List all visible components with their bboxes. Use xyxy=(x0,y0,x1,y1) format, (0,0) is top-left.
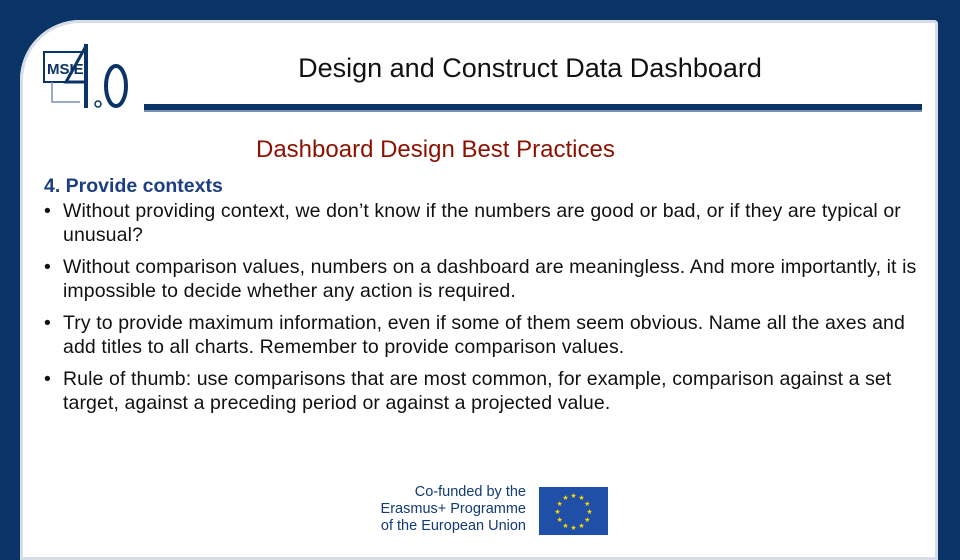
eu-line: Co-funded by the xyxy=(414,484,526,500)
svg-text:★: ★ xyxy=(556,500,563,508)
slide-content xyxy=(44,174,924,423)
slide-subtitle: Dashboard Design Best Practices xyxy=(256,136,615,163)
msie-4-0-logo-icon xyxy=(40,42,136,112)
eu-line: of the European Union xyxy=(380,518,526,534)
logo-text: MSIE xyxy=(47,61,84,78)
bullet-text: Rule of thumb: use comparisons that are most common, for example, comparison against a set target, against a preceding period or against a projected value. xyxy=(63,368,892,414)
title-divider-shadow xyxy=(144,110,922,112)
svg-text:★: ★ xyxy=(584,500,591,508)
bullet-item xyxy=(44,199,924,247)
bullet-dot: • xyxy=(44,368,51,390)
bullet-item xyxy=(44,255,924,303)
svg-text:★: ★ xyxy=(562,494,569,503)
svg-text:★: ★ xyxy=(556,516,563,524)
bullet-text: Without providing context, we don’t know if the numbers are good or bad, or if they are typical or unusual? xyxy=(63,200,901,246)
msie-logo xyxy=(40,42,136,112)
bullet-dot: • xyxy=(44,256,51,278)
svg-text:★: ★ xyxy=(562,521,569,530)
bullet-text: Without comparison values, numbers on a dashboard are meaningless. And more importantly, it is impossible to decide whether any action is required. xyxy=(63,256,917,302)
bullet-dot: • xyxy=(44,200,51,222)
svg-text:★: ★ xyxy=(578,494,585,503)
bullet-dot: • xyxy=(44,312,51,334)
slide-title: Design and Construct Data Dashboard xyxy=(298,53,762,83)
svg-text:★: ★ xyxy=(554,508,561,516)
eu-flag-icon xyxy=(539,487,608,535)
bullet-item xyxy=(44,311,924,359)
eu-stars-icon xyxy=(539,487,608,535)
svg-text:★: ★ xyxy=(586,508,593,516)
section-heading: 4. Provide contexts xyxy=(44,175,223,197)
bullet-text: Try to provide maximum information, even if some of them seem obvious. Name all the axes and add titles to all charts. Remember to provide comparison values. xyxy=(63,312,905,358)
svg-text:★: ★ xyxy=(570,492,577,500)
bullet-item xyxy=(44,367,924,415)
eu-cofunding-text xyxy=(372,484,526,535)
eu-line: Erasmus+ Programme xyxy=(380,501,526,517)
svg-text:★: ★ xyxy=(584,516,591,524)
svg-text:★: ★ xyxy=(578,521,585,530)
bullet-list xyxy=(44,199,924,415)
svg-text:★: ★ xyxy=(570,524,577,532)
